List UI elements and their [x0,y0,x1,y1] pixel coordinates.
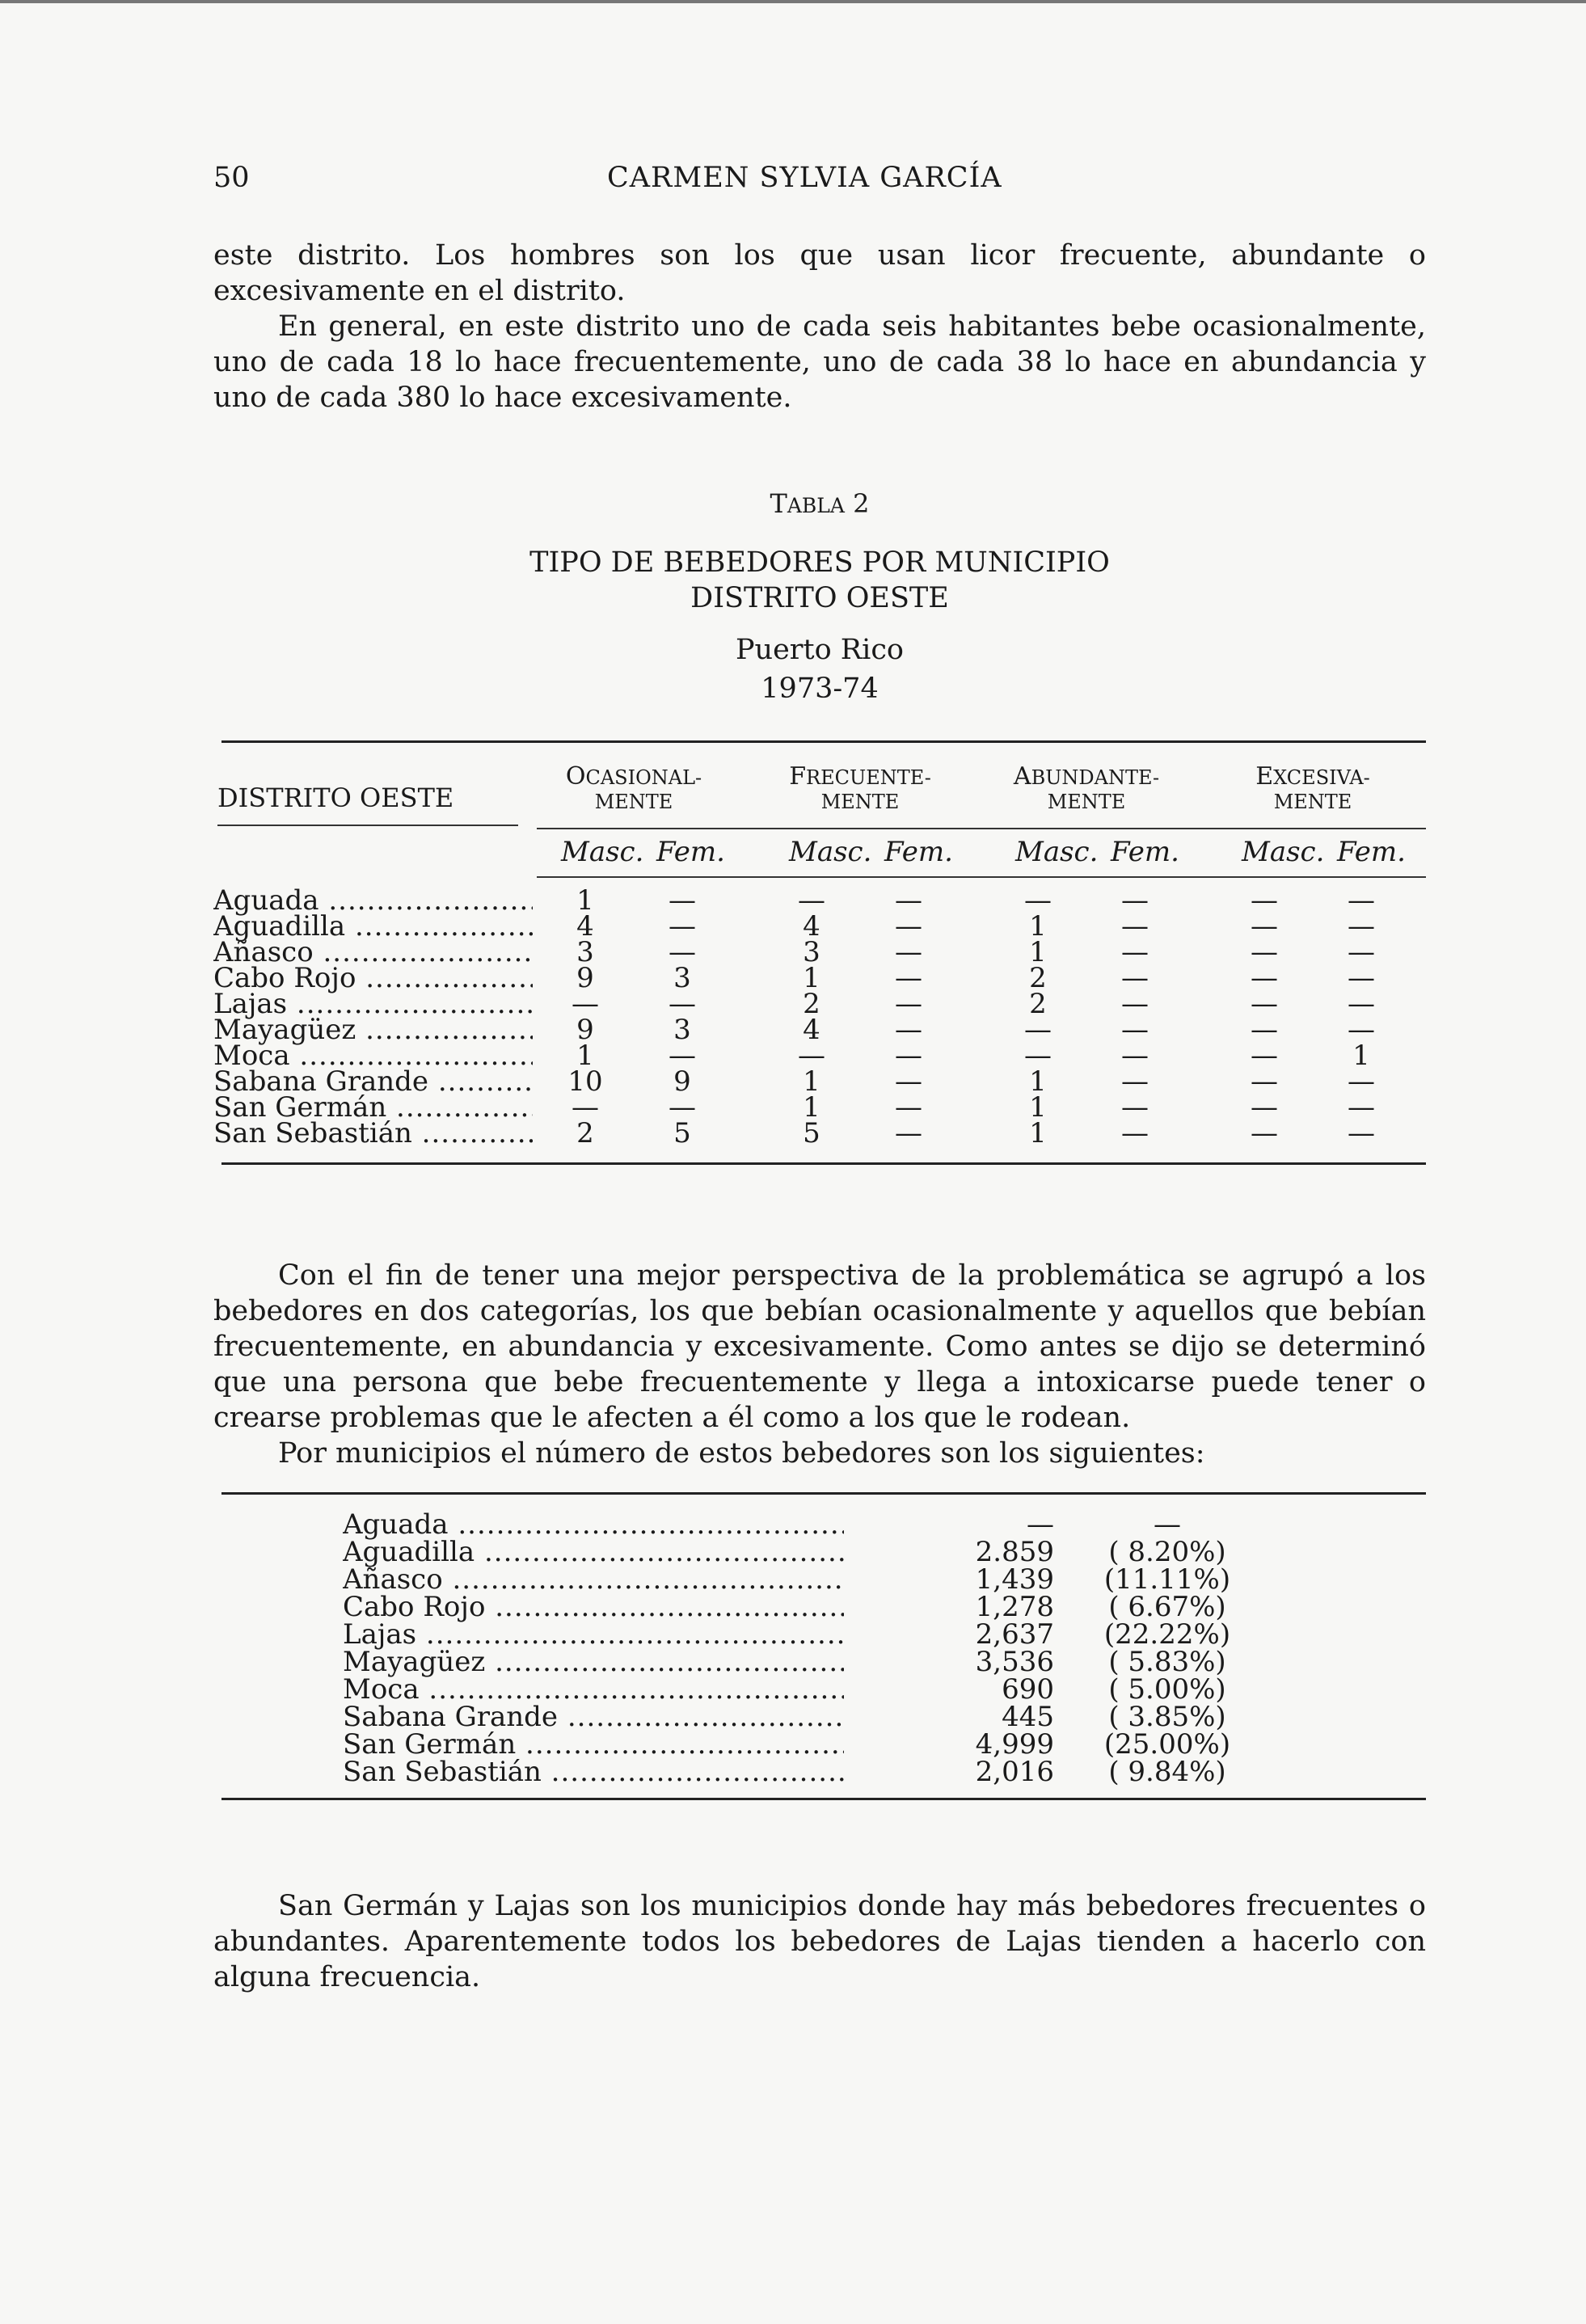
cell: — [1121,962,1149,994]
running-head [213,154,1426,202]
paragraph-1: este distrito. Los hombres son los que usan licor frecuente, abundante o excesivamente en el distrito. [213,239,1426,307]
list-bottom-rule [221,1798,1426,1800]
column-group-abundantemente: ABUNDANTE- MENTE [1013,762,1160,813]
cell: 4 [576,910,594,943]
cell: — [1348,1091,1375,1124]
subheader-rule [537,876,1426,878]
list-municipio: Aguadilla ..... [343,1536,844,1568]
row-municipio: Aguadilla ..... [213,910,533,943]
subheader-fem: Fem. [1337,836,1406,868]
list-value: 445 [1002,1701,1054,1733]
row-municipio: Mayagüez ..... [213,1014,533,1046]
cell: 1 [576,884,594,917]
table-bottom-rule [221,1162,1426,1165]
paragraph-2: En general, en este distrito uno de cada seis habitantes bebe ocasionalmente, uno de cada 18 lo hace frecuentemente, uno de cada 38 lo hace en abundancia y uno de cada 380 lo hace excesivamente. [213,310,1426,414]
cell: — [895,1117,922,1149]
list-percent: (25.00%) [1103,1728,1231,1761]
cell: — [1251,1065,1278,1098]
list-value: 1,278 [975,1591,1054,1623]
cell: 1 [1029,1117,1047,1149]
row-municipio: Moca ..... [213,1040,533,1072]
list-value: 2,637 [975,1618,1054,1651]
cell: — [1251,1091,1278,1124]
cell: 1 [1029,910,1047,943]
cell: 2 [803,988,820,1020]
cell: — [895,1014,922,1046]
list-value: — [1027,1508,1054,1541]
cell: — [895,1065,922,1098]
cell: — [895,884,922,917]
cell: — [895,1040,922,1072]
cell: — [1251,936,1278,968]
list-municipio: Mayagüez ..... [343,1646,844,1678]
list-municipio: San Germán ..... [343,1728,844,1761]
list-value: 4,999 [975,1728,1054,1761]
cell: — [1121,988,1149,1020]
row-municipio: Aguada ..... [213,884,533,917]
table-label [213,488,1426,519]
cell: 9 [576,962,594,994]
cell: — [669,988,696,1020]
cell: — [1348,1014,1375,1046]
page [213,154,1426,1995]
table-label-rest: ABLA [787,494,845,517]
cell: — [1121,1065,1149,1098]
cell: — [572,988,599,1020]
cell: — [669,884,696,917]
table-place: Puerto Rico [735,634,905,666]
cell: — [895,910,922,943]
cell: — [1121,936,1149,968]
cell: 3 [673,1014,691,1046]
column-group-frecuentemente: FRECUENTE- MENTE [789,762,931,813]
cell: — [895,1091,922,1124]
row-municipio: Cabo Rojo ..... [213,962,533,994]
list-municipio: Añasco ..... [343,1563,844,1596]
cell: 1 [1029,936,1047,968]
subheader-masc: Masc. [1015,836,1099,868]
cell: 5 [803,1117,820,1149]
list-municipio: Cabo Rojo ..... [343,1591,844,1623]
table-top-rule [221,740,1426,743]
cell: — [1251,1117,1278,1149]
list-percent: ( 8.20%) [1108,1536,1226,1568]
cell: 2 [576,1117,594,1149]
cell: — [1251,1040,1278,1072]
cell: — [1251,910,1278,943]
subheader-fem: Fem. [656,836,725,868]
drinkers-table [213,740,1426,1306]
table-row-header: DISTRITO OESTE [217,782,454,813]
row-municipio: San Germán ..... [213,1091,533,1124]
list-percent: (22.22%) [1103,1618,1231,1651]
list-value: 2,016 [975,1756,1054,1788]
cell: — [1121,1117,1149,1149]
list-percent: ( 9.84%) [1108,1756,1226,1788]
list-percent: (11.11%) [1103,1563,1231,1596]
cell: — [669,1040,696,1072]
cell: 3 [673,962,691,994]
cell: 3 [803,936,820,968]
cell: — [1121,1091,1149,1124]
list-municipio: Sabana Grande ..... [343,1701,844,1733]
table-years: 1973-74 [761,673,879,705]
cell: 1 [803,1091,820,1124]
paragraph-3: Con el fin de tener una mejor perspectiva de la problemática se agrupó a los bebedores en dos categorías, los que bebían ocasionalmente y aquellos que bebían frecuentemente, en abundancia y excesivamente. Como antes se dijo se determinó que una persona que bebe frecuentemente y llega a intoxicarse puede tener o crearse problemas que le afecten a él como a los que le rodean. [213,1259,1426,1434]
list-percent: — [1154,1508,1181,1541]
list-value: 2.859 [975,1536,1054,1568]
cell: — [1121,884,1149,917]
running-title: CARMEN SYLVIA GARCÍA [607,162,1002,194]
row-municipio: Lajas ..... [213,988,533,1020]
cell: — [669,1091,696,1124]
cell: — [1251,1014,1278,1046]
row-municipio: San Sebastián ..... [213,1117,533,1149]
subheader-fem: Fem. [884,836,953,868]
cell: 1 [1029,1065,1047,1098]
cell: 1 [803,1065,820,1098]
column-group-excesivamente: EXCESIVA- MENTE [1255,762,1370,813]
cell: — [1024,1014,1052,1046]
column-group-ocasionalmente: OCASIONAL- MENTE [565,762,702,813]
list-percent: ( 6.67%) [1108,1591,1226,1623]
cell: 1 [1029,1091,1047,1124]
cell: 10 [567,1065,603,1098]
cell: — [1024,884,1052,917]
table-title-line-2: DISTRITO OESTE [690,582,949,614]
list-municipio: San Sebastián ..... [343,1756,844,1788]
cell: — [1348,910,1375,943]
cell: 5 [673,1117,691,1149]
table-title-line-1: TIPO DE BEBEDORES POR MUNICIPIO [529,546,1110,579]
cell: 4 [803,910,820,943]
cell: 2 [1029,988,1047,1020]
cell: — [1348,884,1375,917]
list-municipio: Aguada ..... [343,1508,844,1541]
list-value: 3,536 [975,1646,1054,1678]
cell: — [669,936,696,968]
cell: — [1348,988,1375,1020]
cell: 4 [803,1014,820,1046]
top-edge-line [0,0,1586,3]
subheader-fem: Fem. [1111,836,1179,868]
group-header-rule [537,828,1426,829]
subheader-masc: Masc. [1242,836,1325,868]
table-label-initial: T [770,488,787,519]
cell: — [1251,884,1278,917]
list-municipio: Lajas ..... [343,1618,844,1651]
table-subtitle [213,631,1426,708]
list-value: 690 [1002,1673,1054,1706]
cell: — [1348,1065,1375,1098]
cell: — [1121,910,1149,943]
paragraph-4: Por municipios el número de estos bebedores son los siguientes: [278,1437,1205,1470]
cell: — [1348,936,1375,968]
cell: — [895,936,922,968]
list-municipio: Moca ..... [343,1673,844,1706]
table-title [213,545,1426,616]
cell: 2 [1029,962,1047,994]
cell: — [895,988,922,1020]
cell: — [1121,1014,1149,1046]
subheader-masc: Masc. [789,836,872,868]
table-label-number: 2 [853,488,870,519]
cell: — [1251,988,1278,1020]
cell: 1 [576,1040,594,1072]
cell: — [1251,962,1278,994]
cell: 1 [1352,1040,1370,1072]
cell: — [1348,1117,1375,1149]
paragraph-5: San Germán y Lajas son los municipios donde hay más bebedores frecuentes o abundantes. Aparentemente todos los bebedores de Lajas tienden a hacerlo con alguna frecuencia. [213,1890,1426,1993]
cell: — [1121,1040,1149,1072]
page-number: 50 [213,162,250,194]
cell: — [572,1091,599,1124]
list-value: 1,439 [975,1563,1054,1596]
cell: 9 [673,1065,691,1098]
cell: — [895,962,922,994]
subheader-masc: Masc. [561,836,644,868]
drinkers-list [213,1492,1426,1840]
cell: — [1348,962,1375,994]
cell: — [1024,1040,1052,1072]
row-municipio: Sabana Grande ..... [213,1065,533,1098]
list-percent: ( 5.83%) [1108,1646,1226,1678]
row-header-rule [217,825,518,826]
cell: 1 [803,962,820,994]
cell: 9 [576,1014,594,1046]
list-top-rule [221,1492,1426,1495]
cell: — [669,910,696,943]
cell: 3 [576,936,594,968]
row-municipio: Añasco ..... [213,936,533,968]
list-percent: ( 5.00%) [1108,1673,1226,1706]
cell: — [798,1040,825,1072]
list-percent: ( 3.85%) [1108,1701,1226,1733]
cell: — [798,884,825,917]
